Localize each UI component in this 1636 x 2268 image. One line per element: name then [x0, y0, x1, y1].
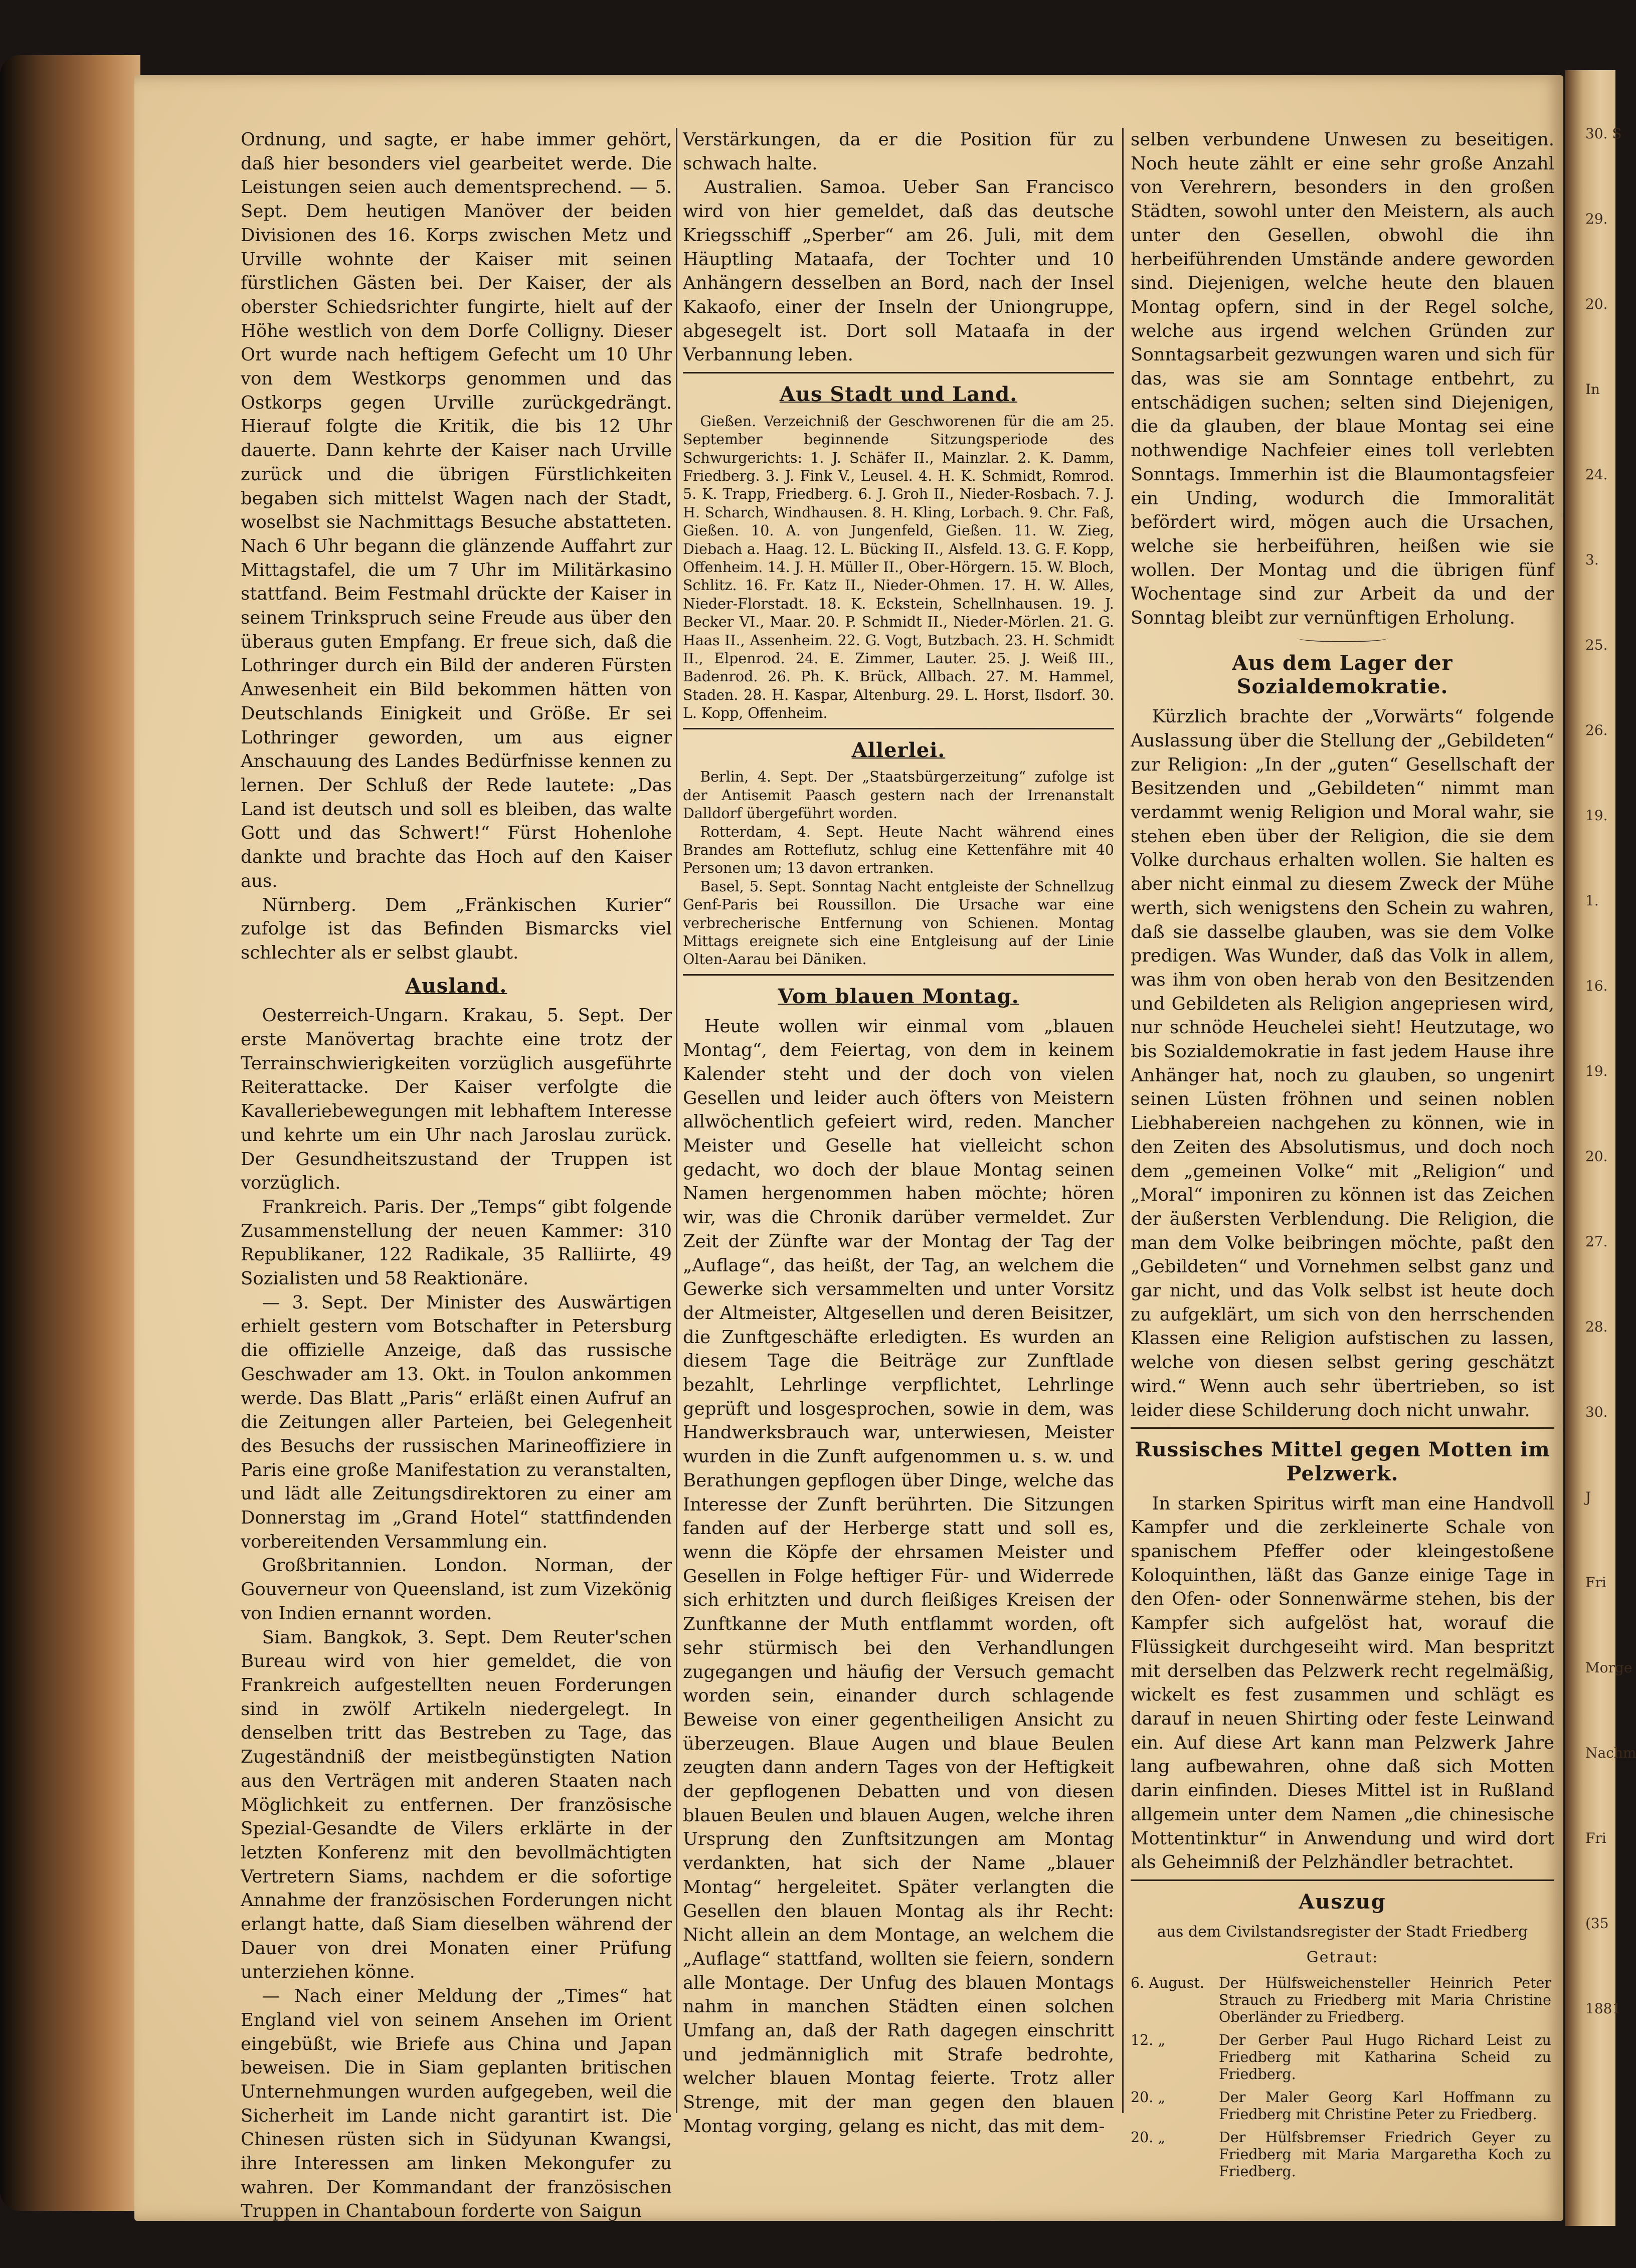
article-paragraph: Siam. Bangkok, 3. Sept. Dem Reuter'schen Bureau wird von hier gemeldet, die von Frankreich aufgestellten neuen Forderungen sind in zwölf Artikeln niedergelegt. In denselben tritt das Bestreben zu Tage, das Zugeständniß der meistbegünstigten Nation aus den Verträgen mit anderen Staaten nach Möglichkeit zu entfernen. Der französische Spezial-Gesandte de Vilers erklärte in der letzten Konferenz mit den bevollmächtigten Vertretern Siams, nachdem er die sofortige Annahme der französischen Forderungen nicht erlangt hatte, daß Siam dieselben während der Dauer von drei Monaten einer Prüfung unterziehen könne. — [241, 1627, 672, 1983]
adjacent-page-fragment: 25. — [1585, 637, 1608, 653]
news-brief: Berlin, 4. Sept. Der „Staatsbürgerzeitung“ zufolge ist der Antisemit Paasch gestern nach der Irrenanstalt Dalldorf übergeführt worden. — [683, 769, 1114, 822]
register-entry: Der Gerber Paul Hugo Richard Leist zu Friedberg mit Katharina Scheid zu Friedberg. — [1219, 2032, 1551, 2083]
register-row — [1131, 2127, 1554, 2184]
adjacent-page-fragment: Fri — [1585, 1830, 1606, 1846]
section-heading: Aus Stadt und Land. — [779, 383, 1018, 407]
news-brief: Basel, 5. Sept. Sonntag Nacht entgleiste der Schnellzug Genf-Paris bei Roussillon. Die Ursache war eine verbrecherische Entfernung von Schienen. Montag Mittags ereignete sich eine Entgleisung auf der Linie Olten-Aarau bei Däniken. — [683, 878, 1114, 968]
register-row — [1131, 1973, 1554, 2030]
section-rule — [683, 372, 1114, 373]
news-brief: Gießen. Verzeichniß der Geschworenen für die am 25. September beginnende Sitzungsperiode des Schwurgerichts: 1. J. Schäfer II., Mainzlar. 2. K. Damm, Friedberg. 3. J. Fink V., Leusel. 4. H. K. Schmidt, Romrod. 5. K. Trapp, Friedberg. 6. J. Groh II., Nieder-Rosbach. 7. J. H. Scharch, Windhausen. 8. H. Kling, Lorbach. 9. Chr. Faß, Gießen. 10. A. von Jungenfeld, Gießen. 11. W. Zieg, Diebach a. Haag. 12. L. Bücking II., Alsfeld. 13. G. F. Kopp, Offenheim. 14. J. H. Müller II., Ober-Hörgern. 15. W. Bloch, Schlitz. 16. Fr. Katz II., Nieder-Ohmen. 17. H. W. Alles, Nieder-Florstadt. 18. K. Eckstein, Schellnhausen. 19. J. Becker VI., Maar. 20. P. Schmidt II., Nieder-Mörlen. 21. G. Haas II., Assenheim. 22. G. Vogt, Butzbach. 23. H. Schmidt II., Elpenrod. 24. E. Zimmer, Lauter. 25. J. Weiß III., Badenrod. 26. Ph. K. Brück, Allbach. 27. M. Hammel, Staden. 28. H. Kaspar, Altenburg. 29. L. Horst, Ilsdorf. 30. L. Kopp, Offenheim. — [683, 413, 1114, 722]
column-right — [1131, 128, 1554, 2184]
article-paragraph: Frankreich. Paris. Der „Temps“ gibt folgende Zusammenstellung der neuen Kammer: 310 Republikaner, 122 Radikale, 35 Ralliirte, 49 Sozialisten und 58 Reaktionäre. — [241, 1196, 672, 1289]
section-heading: Allerlei. — [851, 738, 946, 762]
adjacent-page-fragment: 20. — [1585, 296, 1608, 312]
adjacent-page-fragment: 30. — [1585, 1404, 1608, 1420]
register-date: 6. August. — [1131, 1975, 1204, 1992]
column-divider — [676, 128, 677, 2113]
register-entry: Der Hülfsbremser Friedrich Geyer zu Friedberg mit Maria Margaretha Koch zu Friedberg. — [1219, 2129, 1551, 2180]
adjacent-page-fragment: 26. — [1585, 722, 1608, 738]
article-paragraph: Ordnung, und sagte, er habe immer gehört, daß hier besonders viel gearbeitet werde. Die Leistungen seien auch dementsprechend. — 5. Sept. Dem heutigen Manöver der beiden Divisionen des 16. Korps zwischen Metz und Urville wohnte der Kaiser mit seinen fürstlichen Gästen bei. Der Kaiser, der als oberster Schiedsrichter fungirte, hielt auf der Höhe westlich von dem Dorfe Colligny. Dieser Ort wurde nach heftigem Gefecht um 10 Uhr von dem Westkorps genommen und das Ostkorps gegen Urville zurückgedrängt. Hierauf folgte die Kritik, die bis 12 Uhr dauerte. Dann kehrte der Kaiser nach Urville zurück und die übrigen Fürstlichkeiten begaben sich mittelst Wagen nach der Stadt, woselbst sie Nachmittags Besuche abstatteten. Nach 6 Uhr begann die glänzende Auffahrt zur Mittagstafel, die um 7 Uhr im Militärkasino stattfand. Beim Festmahl drückte der Kaiser in seinem Trinkspruch seine Freude aus über den überaus guten Empfang. Er freue sich, daß die Lothringer durch ein Bild der anderen Fürsten Anwesenheit ein Bild bekommen hätten von Deutschlands Einigkeit und Größe. Er sei Lothringer geworden, um aus eigner Anschauung des Landes Bedürfnisse kennen zu lernen. Der Schluß der Rede lautete: „Das Land ist deutsch und soll es bleiben, das walte Gott und das Schwert!“ Fürst Hohenlohe dankte und brachte das Hoch auf den Kaiser aus. — [241, 129, 672, 891]
adjacent-page-fragment: 3. — [1585, 551, 1599, 568]
column-left — [241, 128, 672, 2223]
adjacent-page-fragment: 24. — [1585, 466, 1608, 483]
article-paragraph: Nürnberg. Dem „Fränkischen Kurier“ zufolge ist das Befinden Bismarcks viel schlechter als er selbst glaubt. — [241, 894, 672, 963]
news-brief: Rotterdam, 4. Sept. Heute Nacht während eines Brandes am Rotteflutz, schlug eine Kettenfähre mit 40 Personen um; 13 davon ertranken. — [683, 823, 1114, 877]
register-entry: Der Hülfsweichensteller Heinrich Peter Strauch zu Friedberg mit Maria Christine Oberländer zu Friedberg. — [1219, 1975, 1551, 2026]
article-paragraph: — Nach einer Meldung der „Times“ hat England viel von seinem Ansehen im Orient eingebüßt, wie Briefe aus China und Japan beweisen. Die in Siam geplanten britischen Unternehmungen wurden aufgegeben, weil die Sicherheit im Lande nicht garantirt ist. Die Chinesen rüsten sich in Südyunan Kwangsi, ihre Interessen am linken Mekongufer zu wahren. Der Kommandant der französischen Truppen in Chantaboun forderte von Saigun — [241, 1986, 672, 2222]
article-paragraph: selben verbundene Unwesen zu beseitigen. Noch heute zählt er eine sehr große Anzahl von Verehrern, besonders in den großen Städten, sowohl unter den Meistern, als auch unter den Gesellen, obwohl die ihn herbeiführenden Umstände andere geworden sind. Diejenigen, welche heute den blauen Montag opfern, sind in der Regel solche, welche aus irgend welchen Gründen zur Sonntagsarbeit gezwungen waren und sich für das, was sie am Sonntage entbehrt, zu entschädigen suchen; selten sind Diejenigen, die da glauben, der blaue Montag sei eine nothwendige Nachfeier eines toll verlebten Sonntags. Immerhin ist die Blaumontagsfeier ein Unding, wodurch die Immoralität befördert wird, mögen auch die Ursachen, welche sie herbeiführen, heißen wie sie wollen. Der Montag und die übrigen fünf Wochentage sind zur Arbeit da und der Sonntag bleibt zur vernünftigen Erholung. — [1131, 129, 1554, 629]
register-entry: Der Maler Georg Karl Hoffmann zu Friedberg mit Christine Peter zu Friedberg. — [1219, 2089, 1551, 2123]
section-heading: Vom blauen Montag. — [778, 984, 1019, 1008]
register-table — [1131, 1973, 1554, 2184]
civil-register-block — [1131, 1890, 1554, 2184]
adjacent-page-fragment: 1881 — [1585, 2000, 1621, 2017]
article-paragraph: Heute wollen wir einmal vom „blauen Montag“, dem Feiertag, von dem in keinem Kalender steht und der doch von vielen Gesellen und leider auch öfters von Meistern allwöchentlich gefeiert wird, reden. Mancher Meister und Geselle hat vielleicht schon gedacht, wo doch der blaue Montag seinen Namen hergenommen haben möchte; hören wir, was die Chronik darüber vermeldet. Zur Zeit der Zünfte war der Montag der Tag der „Auflage“, das heißt, der Tag, an welchem die Gewerke sich versammelten und unter Vorsitz der Altmeister, Altgesellen und deren Beisitzer, die Zunftgeschäfte erledigten. Es wurden an diesem Tage die Beiträge zur Zunftlade bezahlt, Lehrlinge verpflichtet, Lehrlinge geprüft und losgesprochen, sowie in dem, was Handwerksbrauch war, unterwiesen, Meister wurden in die Zunft aufgenommen u. s. w. und Berathungen gepflogen über Dinge, welche das Interesse der Zunft berührten. Die Sitzungen fanden auf der Herberge statt und soll es, wenn die Köpfe der ehrsamen Meister und Gesellen in Folge heftiger Für- und Widerrede sich erhitzten und durch fleißiges Kreisen der Zunftkanne der Muth entflammt worden, oft sehr stürmisch bei den Verhandlungen zugegangen und häufig der Versuch gemacht worden sein, einander durch schlagende Beweise von einer gegentheiligen Ansicht zu überzeugen. Blaue Augen und blaue Beulen zeugten dann andern Tages von der Heftigkeit der gepflogenen Debatten und von diesen blauen Beulen und blauen Augen, welche ihren Ursprung den Zunftsitzungen am Montag verdankten, hat sich der Name „blauer Montag“ hergeleitet. Später verlangten die Gesellen den blauen Montag als ihr Recht: Nicht allein an dem Montage, an welchem die „Auflage“ stattfand, wollten sie feiern, sondern alle Montage. Der Unfug des blauen Montags nahm in manchen Städten einen solchen Umfang an, daß der Rath dagegen einschritt und jedmänniglich mit Strafe bedrohte, welcher blauen Montag feierte. Trotz aller Strenge, mit der man gegen den blauen Montag vorging, gelang es nicht, das mit dem- — [683, 1016, 1114, 2137]
adjacent-page-fragment: 19. — [1585, 1063, 1608, 1079]
adjacent-page-fragment: 30. S — [1585, 125, 1622, 142]
ornament-flourish — [1298, 634, 1388, 642]
adjacent-page-fragment: 1. — [1585, 892, 1599, 909]
section-rule — [683, 974, 1114, 976]
adjacent-page-fragment: 27. — [1585, 1233, 1608, 1250]
adjacent-page-fragment: 28. — [1585, 1318, 1608, 1335]
article-paragraph: In starken Spiritus wirft man eine Handvoll Kampfer und die zerkleinerte Schale von spanischem Pfeffer oder kleingestoßene Koloquinthen, läßt das Ganze einige Tage in den Ofen- oder Sonnenwärme stehen, bis der Kampfer sich aufgelöst hat, worauf die Flüssigkeit durchgeseiht wird. Man bespritzt mit derselben das Pelzwerk recht regelmäßig, wickelt es fest zusammen und schlägt es darauf in neuen Shirting oder feste Leinwand ein. Auf diese Art kann man Pelzwerk Jahre lang aufbewahren, ohne daß sich Motten darin einfinden. Dieses Mittel ist in Rußland allgemein unter dem Namen „die chinesische Mottentinktur“ in Anwendung und wird dort als Geheimniß der Pelzhändler betrachtet. — [1131, 1493, 1554, 1873]
section-rule — [1131, 1427, 1554, 1429]
adjacent-page-strip — [1565, 70, 1636, 2226]
section-rule — [1131, 1879, 1554, 1881]
register-heading: Auszug — [1299, 1889, 1386, 1914]
register-subtitle: aus dem Civilstandsregister der Stadt Friedberg — [1157, 1923, 1528, 1941]
column-middle — [683, 128, 1114, 2139]
adjacent-page-fragment: In — [1585, 381, 1600, 398]
adjacent-page-fragment: 16. — [1585, 978, 1608, 994]
register-date: 20. „ — [1131, 2129, 1166, 2146]
adjacent-page-fragment: 19. — [1585, 807, 1608, 824]
adjacent-page-fragment: J — [1585, 1489, 1591, 1505]
book-binding-edge — [0, 55, 140, 2211]
register-row — [1131, 2087, 1554, 2127]
register-row — [1131, 2030, 1554, 2087]
adjacent-page-fragment: (35 — [1585, 1915, 1609, 1932]
register-section: Getraut: — [1306, 1949, 1379, 1967]
article-paragraph: Oesterreich-Ungarn. Krakau, 5. Sept. Der erste Manövertag brachte eine trotz der Terrainschwierigkeiten vorzüglich ausgeführte Reiterattacke. Der Kaiser verfolgte die Kavalleriebewegungen mit lebhaftem Interesse und kehrte um ein Uhr nach Jaroslau zurück. Der Gesundheitszustand der Truppen ist vorzüglich. — [241, 1005, 672, 1194]
adjacent-page-fragment: Fri — [1585, 1574, 1606, 1591]
article-paragraph: Verstärkungen, da er die Position für zu schwach halte. — [683, 129, 1114, 174]
section-rule — [683, 728, 1114, 729]
section-heading: Ausland. — [405, 974, 507, 998]
article-paragraph: Kürzlich brachte der „Vorwärts“ folgende Auslassung über die Stellung der „Gebildeten“ zur Religion: „In der „guten“ Gesellschaft der Besitzenden und „Gebildeten“ nimmt man verdammt wenig Religion und Moral wahr, sie stehen eben über der Religion, die sie dem Volke durchaus erhalten wollen. Sie halten es aber nicht einmal zu diesem Zweck der Mühe werth, sich wenigstens den Schein zu wahren, daß sie dasselbe glauben, was sie dem Volke predigen. Was Wunder, daß das Volk in allem, was ihm von oben herab von den Besitzenden und Gebildeten als Religion angepriesen wird, nur schnöde Heuchelei sieht! Heutzutage, wo bis Sozialdemokratie in fast jedem Hause ihre Anhänger hat, noch zu glauben, so ungenirt seinen Lüsten fröhnen und seinen noblen Liebhabereien nachgehen zu können, wie in den Zeiten des Absolutismus, und doch noch dem „gemeinen Volke“ mit „Religion“ und „Moral“ imponiren zu können ist das Zeichen der äußersten Verblendung. Die Religion, die man dem Volke beibringen möchte, paßt den „Gebildeten“ und Vornehmen selbst ganz und gar nicht, und das Volk selbst ist heute doch zu aufgeklärt, um sich von den herrschenden Klassen eine Religion aufstischen zu lassen, welche von diesen selbst gering geschätzt wird.“ Wenn auch sehr übertrieben, so ist leider diese Schilderung doch nicht unwahr. — [1131, 706, 1554, 1421]
adjacent-page-fragment: Morge — [1585, 1659, 1632, 1676]
column-right-flow — [1131, 128, 1554, 1881]
section-heading: Russisches Mittel gegen Motten im Pelzwerk. — [1135, 1438, 1550, 1485]
register-date: 20. „ — [1131, 2089, 1166, 2106]
adjacent-page-fragment: 20. — [1585, 1148, 1608, 1165]
article-paragraph: — 3. Sept. Der Minister des Auswärtigen erhielt gestern vom Botschafter in Petersburg die offizielle Anzeige, daß das russische Geschwader am 13. Okt. in Toulon ankommen werde. Das Blatt „Paris“ erläßt einen Aufruf an die Zeitungen aller Parteien, bei Gelegenheit des Besuchs der russischen Marineoffiziere in Paris eine große Manifestation zu veranstalten, und lädt alle Zeitungsdirektoren zu einer am Donnerstag im „Grand Hotel“ stattfindenden vorbereitenden Versammlung ein. — [241, 1292, 672, 1552]
article-paragraph: Australien. Samoa. Ueber San Francisco wird von hier gemeldet, daß das deutsche Kriegsschiff „Sperber“ am 26. Juli, mit dem Häuptling Mataafa, der Tochter und 10 Anhängern desselben an Bord, nach der Insel Kakaofo, einer der Inseln der Uniongruppe, abgesegelt ist. Dort soll Mataafa in der Verbannung leben. — [683, 177, 1114, 365]
article-paragraph: Großbritannien. London. Norman, der Gouverneur von Queensland, ist zum Vizekönig von Indien ernannt worden. — [241, 1555, 672, 1624]
column-divider — [1122, 128, 1124, 2113]
section-heading: Aus dem Lager der Sozialdemokratie. — [1232, 651, 1453, 699]
adjacent-page-fragment: Nachm — [1585, 1745, 1636, 1761]
register-date: 12. „ — [1131, 2032, 1166, 2049]
adjacent-page-fragment: 29. — [1585, 211, 1608, 227]
